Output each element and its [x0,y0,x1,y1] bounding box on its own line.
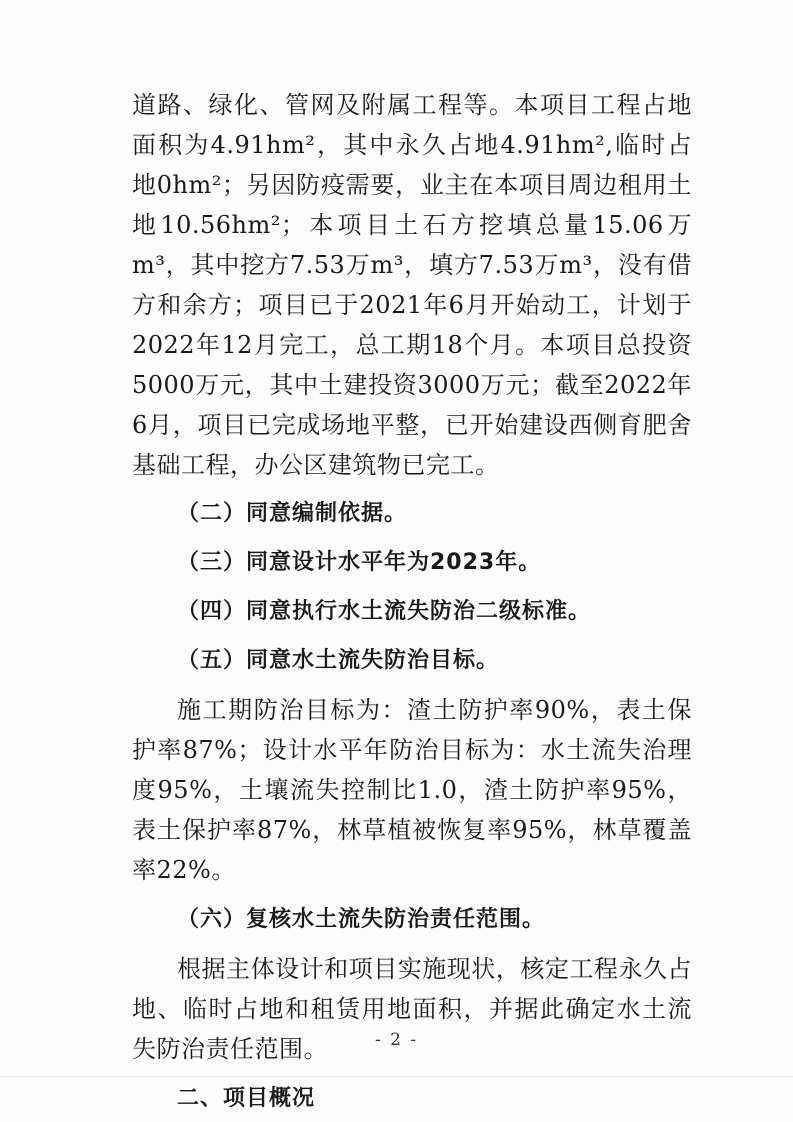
section-title-project-overview: 二、项目概况 [177,1086,316,1111]
page-number: - 2 - [374,1030,419,1050]
heading-design-level-year: （三）同意设计水平年为2023年。 [177,550,542,575]
page-bottom-divider [0,1076,793,1077]
heading-responsibility-scope: （六）复核水土流失防治责任范围。 [177,907,546,932]
heading-prevention-targets: （五）同意水土流失防治目标。 [177,648,500,673]
heading-prevention-standard: （四）同意执行水土流失防治二级标准。 [177,599,592,624]
paragraph-project-scope: 道路、绿化、管网及附属工程等。本项目工程占地面积为4.91hm²，其中永久占地4.91hm²,临时占地0hm²；另因防疫需要，业主在本项目周边租用土地10.56hm²；本项目土石方挖填总量15.06万m³，其中挖方7.53万m³，填方7.53万m³，没有借方和余方；项目已于2021年6月开始动工，计划于2022年12月完工，总工期18个月。本项目总投资5000万元，其中土建投资3000万元；截至2022年6月，项目已完成场地平整，已开始建设西侧育肥舍基础工程，办公区建筑物已完工。 [132,91,692,479]
heading-compilation-basis: （二）同意编制依据。 [177,501,408,526]
paragraph-prevention-targets: 施工期防治目标为：渣土防护率90%，表土保护率87%；设计水平年防治目标为：水土流失治理度95%，土壤流失控制比1.0，渣土防护率95%，表土保护率87%，林草植被恢复率95%，林草覆盖率22%。 [132,696,692,884]
document-body [132,85,692,1119]
paragraph-responsibility-scope: 根据主体设计和项目实施现状，核定工程永久占地、临时占地和租赁用地面积，并据此确定水土流失防治责任范围。 [132,955,692,1063]
